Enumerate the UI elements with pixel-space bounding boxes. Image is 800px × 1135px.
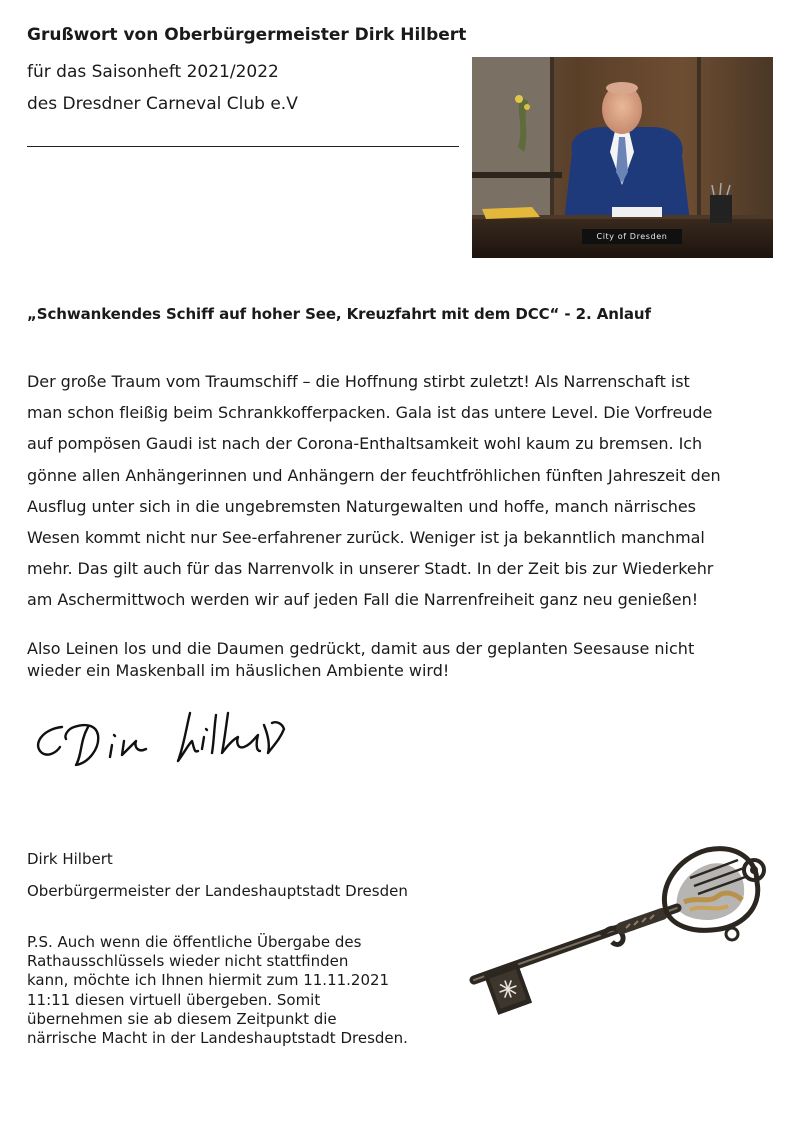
postscript — [27, 933, 477, 1048]
portrait-photo-image — [472, 57, 773, 258]
key-illustration — [462, 838, 772, 1028]
signer-role: Oberbürgermeister der Landeshauptstadt Dresden — [27, 882, 408, 900]
header-subtitle-line-2: des Dresdner Carneval Club e.V — [27, 94, 298, 114]
handwritten-signature — [28, 705, 290, 775]
body-line: auf pompösen Gaudi ist nach der Corona-Enthaltsamkeit wohl kaum zu bremsen. Ich — [27, 434, 703, 454]
nameplate-caption: City of Dresden — [582, 229, 682, 244]
body-line: am Aschermittwoch werden wir auf jeden Fall die Narrenfreiheit ganz neu genießen! — [27, 590, 699, 610]
postscript-line: P.S. Auch wenn die öffentliche Übergabe des — [27, 933, 362, 951]
header-divider — [27, 146, 459, 147]
city-key-icon — [462, 838, 772, 1028]
body-line: Der große Traum vom Traumschiff – die Hoffnung stirbt zuletzt! Als Narrenschaft ist — [27, 372, 690, 391]
body-line: Wesen kommt nicht nur See-erfahrener zurück. Weniger ist ja bekanntlich manchmal — [27, 528, 705, 548]
postscript-line: närrische Macht in der Landeshauptstadt Dresden. — [27, 1029, 408, 1048]
body-line: Ausflug unter sich in die ungebremsten Naturgewalten und hoffe, manch närrisches — [27, 496, 696, 516]
body-paragraph — [27, 366, 787, 616]
postscript-line: 11:11 diesen virtuell übergeben. Somit — [27, 990, 321, 1009]
article-heading: „Schwankendes Schiff auf hoher See, Kreuzfahrt mit dem DCC“ - 2. Anlauf — [27, 305, 651, 323]
postscript-line: kann, möchte ich Ihnen hiermit zum 11.11.2021 — [27, 971, 390, 990]
body-line: gönne allen Anhängerinnen und Anhängern der feuchtfröhlichen fünften Jahreszeit den — [27, 465, 721, 485]
closing-paragraph — [27, 638, 787, 682]
postscript-line: Rathausschlüssels wieder nicht stattfinden — [27, 952, 349, 971]
signer-name: Dirk Hilbert — [27, 850, 113, 868]
closing-line: Also Leinen los und die Daumen gedrückt, damit aus der geplanten Seesause nicht — [27, 639, 695, 658]
postscript-line: übernehmen sie ab diesem Zeitpunkt die — [27, 1009, 337, 1028]
header-subtitle-line-1: für das Saisonheft 2021/2022 — [27, 62, 279, 82]
document-title: Grußwort von Oberbürgermeister Dirk Hilbert — [27, 25, 467, 45]
portrait-photo — [472, 57, 773, 258]
body-line: mehr. Das gilt auch für das Narrenvolk in unserer Stadt. In der Zeit bis zur Wiederkehr — [27, 559, 714, 579]
closing-line: wieder ein Maskenball im häuslichen Ambiente wird! — [27, 661, 450, 680]
body-line: man schon fleißig beim Schrankkofferpacken. Gala ist das untere Level. Die Vorfreude — [27, 403, 713, 423]
signature-icon — [28, 705, 290, 775]
